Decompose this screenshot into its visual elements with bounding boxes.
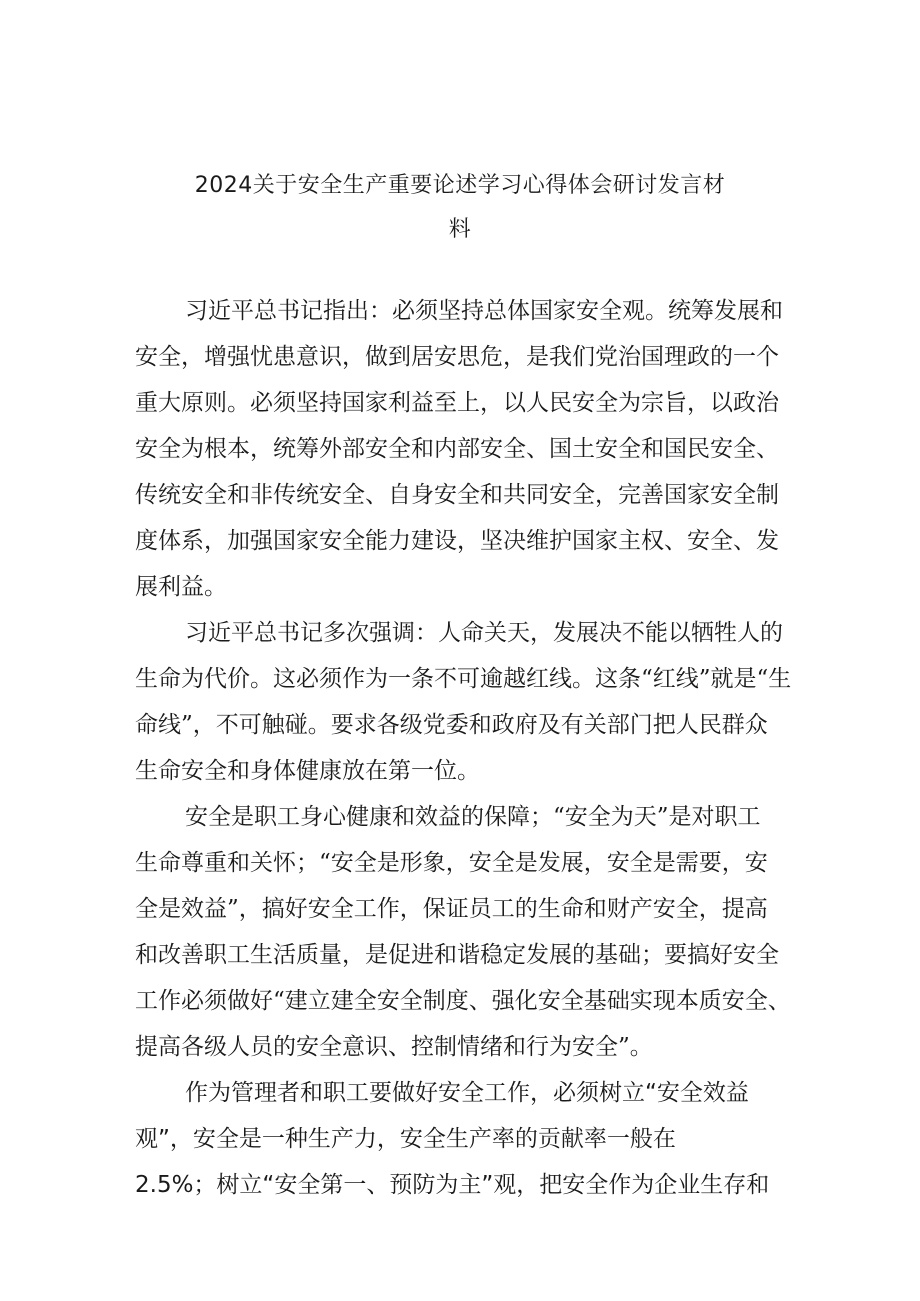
paragraph-4-line-3: 2.5%；树立“安全第一、预防为主”观，把安全作为企业生存和: [135, 1172, 770, 1198]
paragraph-2-line-3: 命线”，不可触碰。要求各级党委和政府及有关部门把人民群众: [135, 712, 768, 738]
paragraph-2-line-1: 习近平总书记多次强调：人命关天，发展决不能以牺牲人的: [185, 620, 783, 646]
paragraph-2-line-4: 生命安全和身体健康放在第一位。: [135, 758, 480, 784]
paragraph-3-line-1: 安全是职工身心健康和效益的保障；“安全为天”是对职工: [185, 804, 761, 830]
paragraph-1-line-4: 安全为根本，统筹外部安全和内部安全、国土安全和国民安全、: [135, 436, 779, 462]
paragraph-1-line-7: 展利益。: [135, 574, 227, 600]
paragraph-1-line-6: 度体系，加强国家安全能力建设，坚决维护国家主权、安全、发: [135, 528, 779, 554]
paragraph-1-line-2: 安全，增强忧患意识，做到居安思危，是我们党治国理政的一个: [135, 344, 779, 370]
paragraph-3-line-4: 和改善职工生活质量，是促进和谐稳定发展的基础；要搞好安全: [135, 942, 779, 968]
paragraph-1-line-5: 传统安全和非传统安全、自身安全和共同安全，完善国家安全制: [135, 482, 779, 508]
paragraph-1-line-1: 习近平总书记指出：必须坚持总体国家安全观。统筹发展和: [185, 298, 783, 324]
document-title-line-2: 料: [448, 217, 472, 242]
paragraph-4-line-1: 作为管理者和职工要做好安全工作，必须树立“安全效益: [185, 1080, 749, 1106]
paragraph-1-line-3: 重大原则。必须坚持国家利益至上，以人民安全为宗旨，以政治: [135, 390, 779, 416]
document-title-line-1: 2024关于安全生产重要论述学习心得体会研讨发言材: [194, 173, 726, 198]
paragraph-3-line-3: 全是效益”，搞好安全工作，保证员工的生命和财产安全，提高: [135, 896, 768, 922]
paragraph-3-line-5: 工作必须做好“建立建全安全制度、强化安全基础实现本质安全、: [135, 988, 791, 1014]
paragraph-3-line-6: 提高各级人员的安全意识、控制情绪和行为安全”。: [135, 1034, 653, 1060]
paragraph-2-line-2: 生命为代价。这必须作为一条不可逾越红线。这条“红线”就是“生: [135, 666, 792, 692]
paragraph-4-line-2: 观”，安全是一种生产力，安全生产率的贡献率一般在: [135, 1126, 676, 1152]
paragraph-3-line-2: 生命尊重和关怀；“安全是形象，安全是发展，安全是需要，安: [135, 850, 768, 876]
